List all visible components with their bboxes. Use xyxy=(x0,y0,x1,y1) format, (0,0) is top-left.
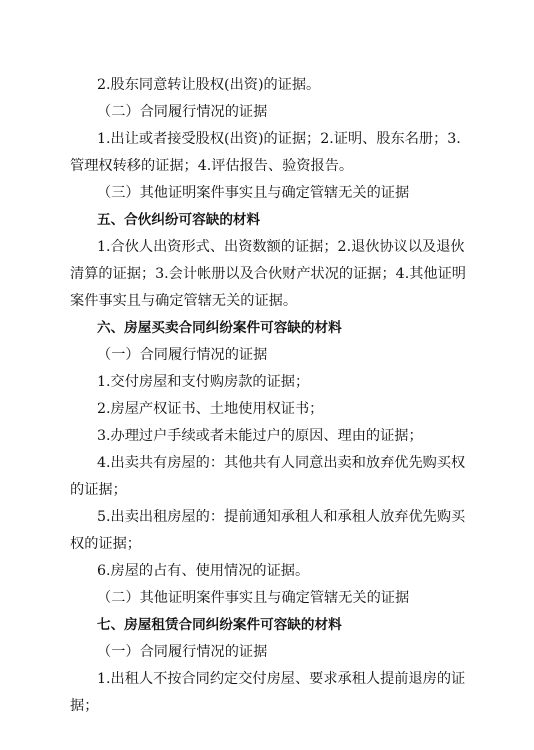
subheading-line: （一）合同履行情况的证据 xyxy=(97,644,268,660)
paragraph-line: 管理权转移的证据；4.评估报告、验资报告。 xyxy=(70,158,354,174)
paragraph-line: 5.出卖出租房屋的：提前通知承租人和承租人放弃优先购买 xyxy=(97,509,466,525)
paragraph-line: 的证据； xyxy=(70,482,127,498)
subheading-line: （二）合同履行情况的证据 xyxy=(97,104,268,120)
subheading-line: （三）其他证明案件事实且与确定管辖无关的证据 xyxy=(97,185,410,201)
section-heading: 七、房屋租赁合同纠纷案件可容缺的材料 xyxy=(97,617,342,633)
paragraph-line: 4.出卖共有房屋的：其他共有人同意出卖和放弃优先购买权 xyxy=(97,455,466,471)
paragraph-line: 案件事实且与确定管辖无关的证据。 xyxy=(70,293,298,309)
subheading-line: （二）其他证明案件事实且与确定管辖无关的证据 xyxy=(97,590,410,606)
paragraph-line: 6.房屋的占有、使用情况的证据。 xyxy=(97,563,310,579)
section-heading: 五、合伙纠纷可容缺的材料 xyxy=(97,212,261,228)
paragraph-line: 清算的证据；3.会计帐册以及合伙财产状况的证据；4.其他证明 xyxy=(70,266,466,282)
paragraph-line: 1.交付房屋和支付购房款的证据； xyxy=(97,374,310,390)
subheading-line: （一）合同履行情况的证据 xyxy=(97,347,268,363)
section-heading: 六、房屋买卖合同纠纷案件可容缺的材料 xyxy=(97,320,342,336)
paragraph-line: 2.房屋产权证书、土地使用权证书； xyxy=(97,401,324,417)
paragraph-line: 1.合伙人出资形式、出资数额的证据；2.退伙协议以及退伙 xyxy=(97,239,465,255)
paragraph-line: 1.出租人不按合同约定交付房屋、要求承租人提前退房的证 xyxy=(97,671,466,687)
paragraph-line: 1.出让或者接受股权(出资)的证据；2.证明、股东名册；3. xyxy=(97,131,461,147)
paragraph-line: 据； xyxy=(70,698,99,714)
paragraph-line: 2.股东同意转让股权(出资)的证据。 xyxy=(97,77,321,93)
paragraph-line: 3.办理过户手续或者未能过户的原因、理由的证据； xyxy=(97,428,423,444)
paragraph-line: 权的证据； xyxy=(70,536,141,552)
